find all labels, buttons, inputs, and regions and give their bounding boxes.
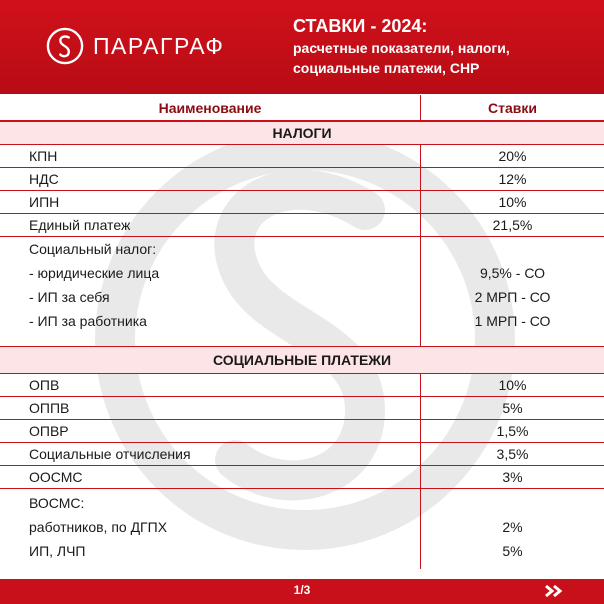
row-name: работников, по ДГПХ [29, 519, 168, 535]
row-name: Социальные отчисления [0, 443, 421, 465]
section-social-payments: СОЦИАЛЬНЫЕ ПЛАТЕЖИ [0, 347, 604, 374]
logo [46, 24, 224, 68]
table-row [0, 145, 604, 168]
row-rate: 10% [498, 194, 527, 210]
row-rate: 5% [502, 543, 523, 559]
column-header-name: Наименование [0, 95, 421, 120]
logo-text: ПАРАГРАФ [93, 32, 225, 59]
row-name: ОПВ [0, 374, 421, 396]
page-indicator: 1/3 [293, 583, 311, 597]
page-subtitle-line2: социальные платежи, СНР [293, 60, 480, 76]
row-name: - юридические лица [29, 265, 160, 281]
social-tax-title: Социальный налог: [29, 241, 157, 257]
row-rate: 21,5% [492, 217, 533, 233]
row-name: ОППВ [0, 397, 421, 419]
column-header-rate: Ставки [488, 99, 537, 116]
row-rate: 3% [502, 469, 523, 485]
row-rate: 10% [498, 377, 527, 393]
row-rate-empty [511, 491, 515, 515]
row-name: НДС [0, 168, 421, 190]
row-rate: 20% [498, 148, 527, 164]
table-row [0, 168, 604, 191]
row-rate: 12% [498, 171, 527, 187]
title-block [293, 14, 510, 78]
social-tax-rates [421, 237, 604, 346]
table-row [0, 443, 604, 466]
next-page-icon[interactable] [544, 584, 564, 598]
table-row [0, 397, 604, 420]
paragraf-logo-icon [46, 27, 84, 65]
row-rate: 1,5% [496, 423, 529, 439]
row-rate: 9,5% - СО [479, 265, 546, 281]
social-tax-names [0, 237, 421, 346]
row-rate: 2% [502, 519, 523, 535]
table-row [0, 214, 604, 237]
footer-bar [0, 579, 604, 604]
table-row [0, 374, 604, 397]
header-banner [0, 0, 604, 94]
row-name: ООСМС [0, 466, 421, 488]
page-subtitle-line1: расчетные показатели, налоги, [293, 40, 510, 56]
row-name: Единый платеж [0, 214, 421, 236]
vosms-rates [421, 489, 604, 569]
row-rate-empty [511, 237, 515, 261]
table-row-vosms [0, 489, 604, 569]
row-rate: 5% [502, 400, 523, 416]
row-rate: 2 МРП - СО [474, 289, 551, 305]
table-row [0, 420, 604, 443]
row-name: КПН [0, 145, 421, 167]
page-title: СТАВКИ - 2024: [293, 16, 428, 36]
row-name: ОПВР [0, 420, 421, 442]
vosms-title: ВОСМС: [29, 495, 85, 511]
table-row [0, 466, 604, 489]
table-row [0, 191, 604, 214]
row-rate: 3,5% [496, 446, 529, 462]
row-name: - ИП за работника [29, 313, 147, 329]
table-header [0, 95, 604, 122]
row-rate: 1 МРП - СО [474, 313, 551, 329]
row-name: ИП, ЛЧП [29, 543, 86, 559]
section-taxes: НАЛОГИ [0, 122, 604, 145]
vosms-names [0, 489, 421, 569]
table-row-social-tax [0, 237, 604, 347]
rates-table [0, 95, 604, 569]
row-name: ИПН [0, 191, 421, 213]
row-name: - ИП за себя [29, 289, 110, 305]
